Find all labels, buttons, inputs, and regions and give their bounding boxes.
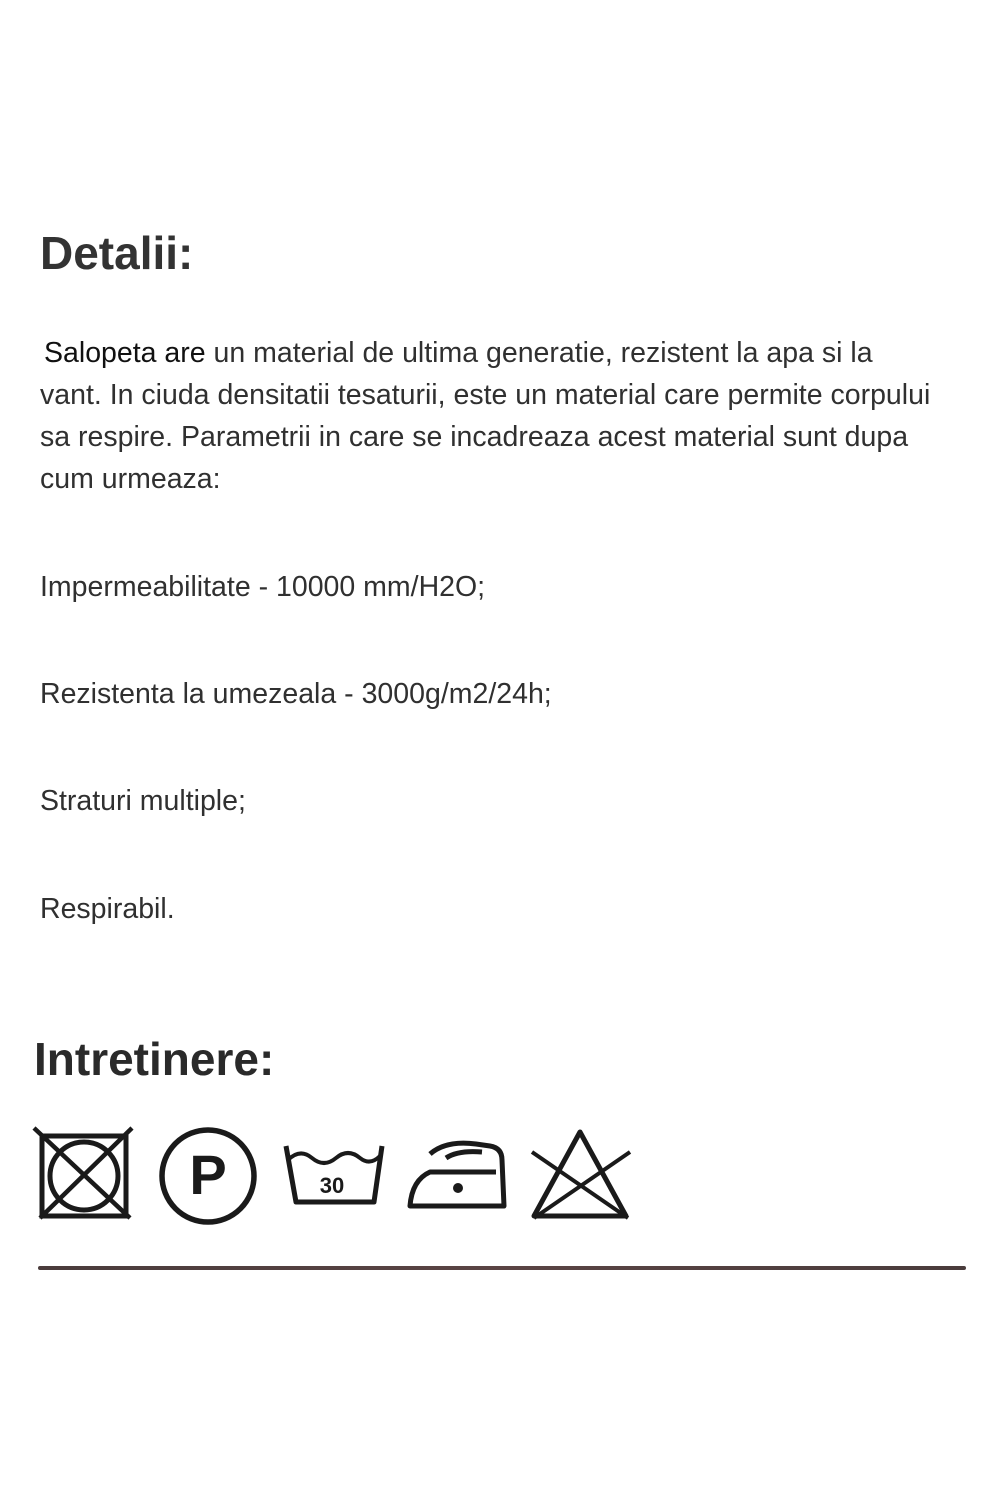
intro-paragraph [40,332,940,500]
iron-low-heat-icon [406,1126,510,1216]
intro-lead: Salopeta are [44,337,206,369]
care-icons [32,1126,652,1226]
details-heading: Detalii: [40,227,194,279]
spec-breathable: Respirabil. [40,893,175,925]
do-not-tumble-dry-icon [32,1126,136,1222]
care-heading: Intretinere: [34,1033,275,1085]
wash-30-icon [282,1126,386,1216]
spec-waterproofness: Impermeabilitate - 10000 mm/H2O; [40,571,486,603]
section-divider [38,1266,966,1270]
wash-temperature-label: 30 [319,1173,345,1198]
professional-dry-clean-p-icon [156,1126,260,1230]
do-not-bleach-icon [530,1126,636,1222]
spec-moisture-resistance: Rezistenta la umezeala - 3000g/m2/24h; [40,678,552,710]
spec-multiple-layers: Straturi multiple; [40,785,246,817]
intro-text: un material de ultima generatie, rezistent la apa si la vant. In ciuda densitatii tesaturii, este un material care permite corpului sa respire. Parametrii in care se incadreaza acest material sunt dupa cum urmeaza: [40,337,931,495]
dry-clean-label: P [189,1143,227,1206]
